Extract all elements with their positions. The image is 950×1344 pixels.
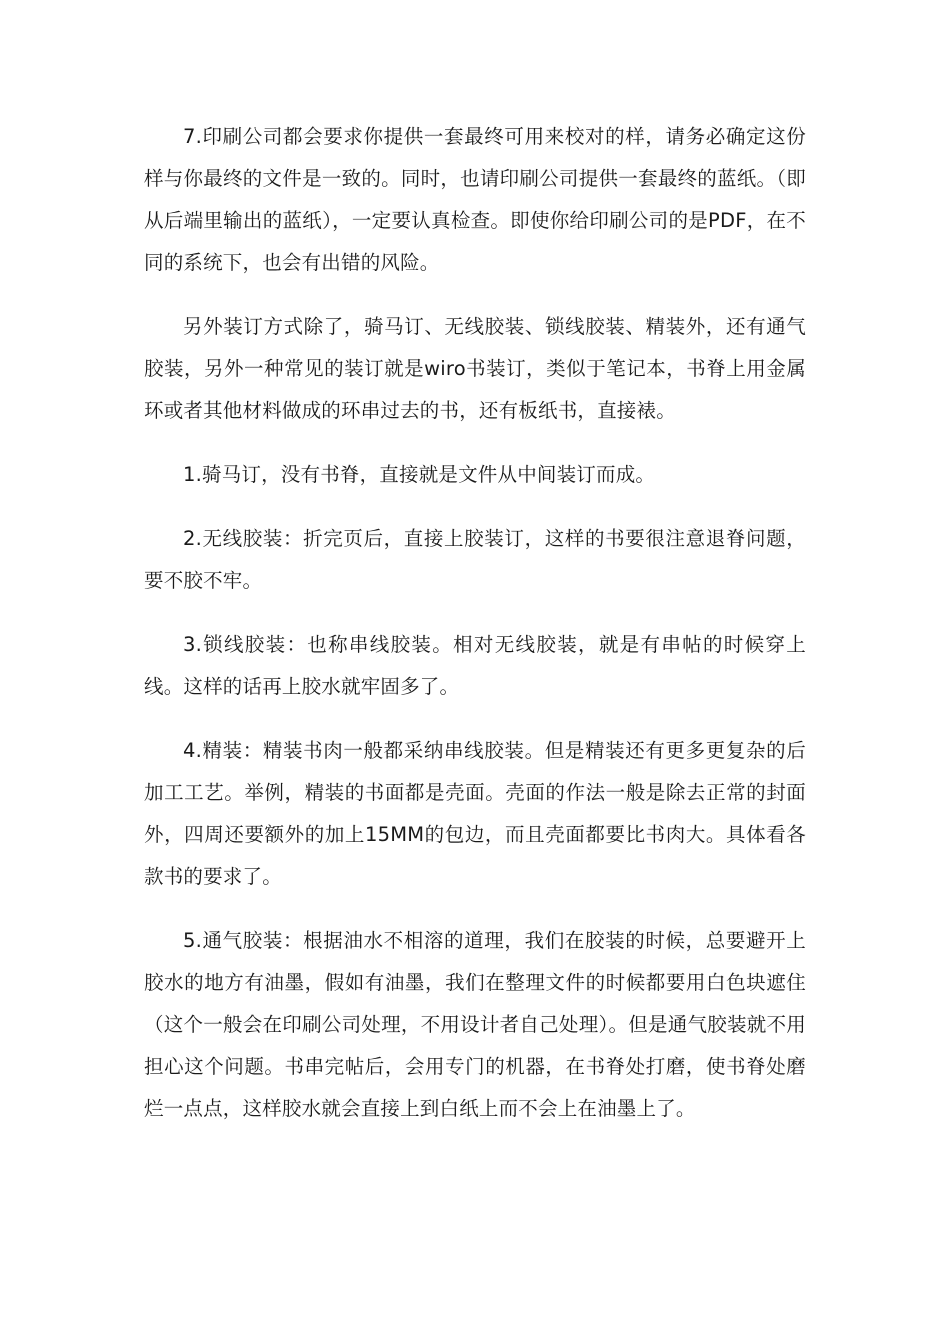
paragraph-notch-binding: 5.通气胶装：根据油水不相溶的道理，我们在胶装的时候，总要避开上胶水的地方有油墨，假如有油墨，我们在整理文件的时候都要用白色块遮住（这个一般会在印刷公司处理，不用设计者自己处理）。但是通气胶装就不用担心这个问题。书串完帖后，会用专门的机器，在书脊处打磨，使书脊处磨烂一点点，这样胶水就会直接上到白纸上而不会上在油墨上了。 (144, 929, 806, 1120)
paragraph-saddle-stitch: 1.骑马订，没有书脊，直接就是文件从中间装订而成。 (183, 463, 656, 486)
paragraph-sewn-binding: 3.锁线胶装：也称串线胶装。相对无线胶装，就是有串帖的时候穿上线。这样的话再上胶水就牢固多了。 (144, 633, 806, 698)
paragraph-binding-methods: 另外装订方式除了，骑马订、无线胶装、锁线胶装、精装外，还有通气胶装，另外一种常见的装订就是wiro书装订，类似于笔记本，书脊上用金属环或者其他材料做成的环串过去的书，还有板纸书，直接裱。 (144, 315, 806, 422)
document-page (144, 116, 806, 1152)
paragraph-proof-check: 7.印刷公司都会要求你提供一套最终可用来校对的样，请务必确定这份样与你最终的文件是一致的。同时，也请印刷公司提供一套最终的蓝纸。（即从后端里输出的蓝纸），一定要认真检查。即使你给印刷公司的是PDF，在不同的系统下，也会有出错的风险。 (144, 125, 806, 274)
paragraph-perfect-binding: 2.无线胶装：折完页后，直接上胶装订，这样的书要很注意退脊问题，要不胶不牢。 (144, 527, 806, 592)
paragraph-hardcover: 4.精装：精装书肉一般都采纳串线胶装。但是精装还有更多更复杂的后加工工艺。举例，精装的书面都是壳面。壳面的作法一般是除去正常的封面外，四周还要额外的加上15MM的包边，而且壳面都要比书肉大。具体看各款书的要求了。 (144, 739, 806, 888)
